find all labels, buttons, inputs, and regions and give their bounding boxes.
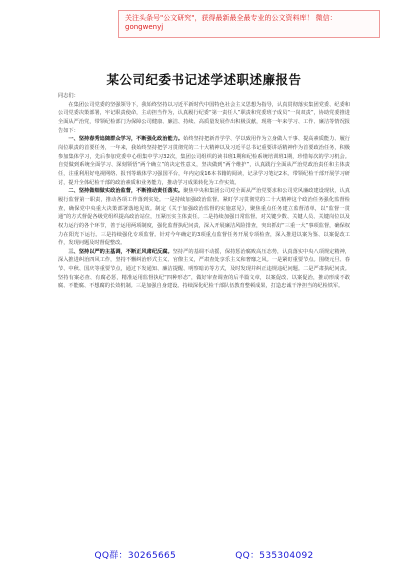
paragraph-section-1 (58, 135, 350, 187)
paragraph-text: 聚焦中央和集团公司对全面从严治党要求和公司党风廉政建设现状，认真履行监督第一职责，推动各项工作落到实处。一是持续加强政治监督。紧盯学习贯彻党的二十大精神这个政治任务强化监督检查，确保党中央重大决策部署落地见效。制定《关于加强政治监督的实施意见》，聚焦重点任务建立监督清单，以“监督一贯通”的方式督促各级党组织提高政治站位，压紧压实主体责任。二是持续加强日常监督。对关键少数、关键人员、关键岗位以及权力运行的各个环节，善于运用两项制度，强化监督执纪问责，深入开展廉洁风险排查，突出抓好“三重一大”事项监督，确保权力在阳光下运行。三是持续强化专项监督。针对今年确定的3项重点监督任务开展专项检查，深入推进以案为鉴、以案促改工作，发现问题及时督促整改。 (58, 188, 350, 247)
document-body (58, 92, 350, 291)
paragraph-section-3 (58, 248, 350, 291)
section-heading: 三、坚持以严的主基调，不断正风肃纪反腐。 (68, 248, 173, 255)
document-title: 某公司纪委书记述学述职述廉报告 (106, 72, 302, 87)
salutation: 同志们： (58, 93, 79, 99)
paragraph-text: 在集团公司党委的坚强领导下，我始终坚持以习近平新时代中国特色社会主义思想为指导，认真贯彻落实集团党委、纪委和公司党委决策部署，牢记职责使命，主动担当作为，认真履行纪委“第一责任人”职责和党委班子成员“一岗双责”，协助党委推进全面从严治党，带领纪检部门为保障公司健康、廉洁、持续、高质量发展作出积极贡献，现将一年来学习、工作、廉洁等情况报告如下： (58, 101, 350, 134)
paragraph-text: 始终坚持把新青学学、学以致用作为立身做人干事、提高素质能力、履行岗位职责的首要任务，一年来，我始终坚持把学习贯彻党的二十大精神以及习近平总书记重要讲话精神作为首要政治任务，积极参加集体学习，先后参加党委中心组集中学习32次，集团公司组织的读书班1期和纪检系统培训班1期，珍惜每次的学习机会。自觉做到系统全面学习、深刻领悟“两个确立”的决定性意义，坚决做到“两个维护”，认真践行全面从严治党政治责任和主体责任，注重利用好电视网络、报刊等载体学习强国平台，年内完成16本书籍的阅读，记录学习笔记2本。带领纪检干部开展学习研讨，提升全体纪检干部的政治素质和业务能力，推动学习成果转化为工作实效。 (58, 136, 350, 186)
paragraph-section-2 (58, 187, 350, 248)
section-heading: 一、坚持春秀追随群众学习，不断强化政治能力。 (68, 136, 184, 143)
contact-footer (0, 548, 408, 561)
paragraph-intro (58, 101, 350, 136)
section-heading: 二、坚持做细做实政治监督，不断推动责任落实。 (68, 188, 184, 195)
promo-banner (118, 10, 380, 38)
paragraph-text: 坚持严的基调不动摇，保持惩治腐败高压态势，认真落实中央八项规定精神，深入推进纠治四风工作，坚持不懈纠治形式主义、官僚主义，严肃查处享乐主义和奢靡之风。一是紧盯重要节点。围绕元旦、春节、中秋、国庆等重要节点，通过下发通知、廉洁提醒、明察暗访等方式，及时发现并纠正违规违纪问题。二是严肃执纪问责。坚持有案必查、有腐必惩，精准运用监督执纪“四种形态”，做好审查调查的后半篇文章，以案促改、以案促治，推动形成不敢腐、不能腐、不想腐的长效机制。三是加强自身建设。持续深化纪检干部队伍教育整顿成果，打造忠诚干净担当的纪检铁军。 (58, 248, 350, 290)
qq-number-label: QQ：535304092 (235, 551, 314, 561)
qq-group-label: QQ群：30265665 (94, 551, 177, 561)
promo-banner-text: 关注头条号"公文研究"，获得最新最全最专业的公文资料库！ 微信：gongwenyj (125, 14, 337, 31)
